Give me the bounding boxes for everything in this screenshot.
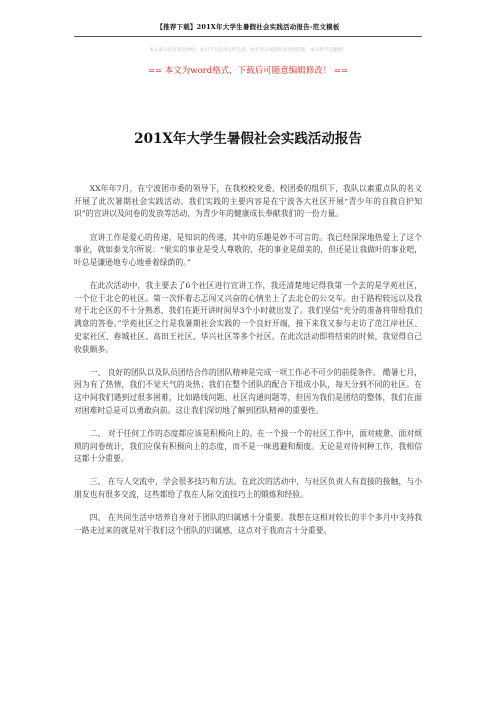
document-body xyxy=(74,183,422,548)
header-divider xyxy=(74,36,422,37)
paragraph-3: 在此次活动中，我主要去了6个社区进行宣讲工作，我还清楚地记得我第一个去的是学苑社区，一个位于北仑的社区。第一次怀着忐忑闯又兴奋的心情坐上了去北仑的公交车。由于路程较远以及我对于北仑区的不十分熟悉，我们在距开讲时间早3个小时就出发了。我们坚信“充分的准备将带给我们满意的答卷。”学苑社区之行是我暑期社会实践的一个良好开端，接下来我又参与走访了范江岸社区、史家社区、春城社区、高田王社区、华兴社区等多个社区。在此次活动即将结束的时候，我觉得自己收获颇多。 xyxy=(74,281,422,354)
paragraph-2: 宣讲工作是爱心的传递，是知识的传递，其中的乐趣是妙不可言的。我已经深深地热爱上了这个事业，就如泰戈尔所说：“果实的事业是受人尊敬的，花的事业是甜美的，但还是让我做叶的事业吧，叶总是谦逊地专心地垂着绿荫的。” xyxy=(74,232,422,267)
document-title: 201X年大学生暑假社会实践活动报告 xyxy=(134,131,362,147)
paragraph-5: 二、 对于任何工作的态度都应该是积极向上的。在一个接一个的社区工作中，面对疲惫，面对烦琐的问卷统计，我们应保有积极向上的态度，而不是一味逃避和颓废。无论是对待何种工作，我相信这都十分重要。 xyxy=(74,428,422,464)
paragraph-1: XX年年7月，在宁波团市委的领导下，在我校校党委、校团委的组织下，我队以素重点队的名义开展了此次暑期社会实践活动。我们实践的主要内容是在宁波各大社区开展“青少年的自救自护知识”的宣讲以及问卷的发放等活动，为青少年的健康成长奉献我们的一份力量。 xyxy=(74,184,422,219)
paragraph-7: 四、 在共同生活中培养自身对于团队的归属感十分重要。我想在这相对较长的半个多月中支持我一路走过来的就是对于我们这个团队的归属感，这点对于我而言十分重要。 xyxy=(74,513,422,535)
word-format-banner: == 本文为word格式，下载后可随意编辑修改！ == xyxy=(147,66,349,76)
disclaimer-text: 本文部分内容来自网络，本司不为其真实性负责，如有异议或侵权请及时联系，本司将予以删除！ xyxy=(149,48,347,53)
paragraph-6: 三、 在与人交流中，学会很多技巧和方法。在此次的活动中，与社区负责人有直接的接触，与小朋友也有很多交流，这些都给了我在人际交流技巧上的锻炼和经验。 xyxy=(74,477,422,500)
paragraph-4: 一、 良好的团队以及队员团结合作的团队精神是完成一项工作必不可少的前提条件。 酷暑七月，因为有了热情，我们不觉天气的炎热；我们在整个团队的配合下组成小队，每天分到不同的社区。在这中间我们遇到过很多困难，比如路线问题、社区沟通问题等，但因为我们是团结的整体，我们在面对困难时总是可以勇敢向前。这让我们深切地了解到团队精神的重要性。 xyxy=(74,367,423,415)
page-header-title: 【推荐下载】201X年大学生暑假社会实践活动报告-范文模板 xyxy=(156,23,340,31)
